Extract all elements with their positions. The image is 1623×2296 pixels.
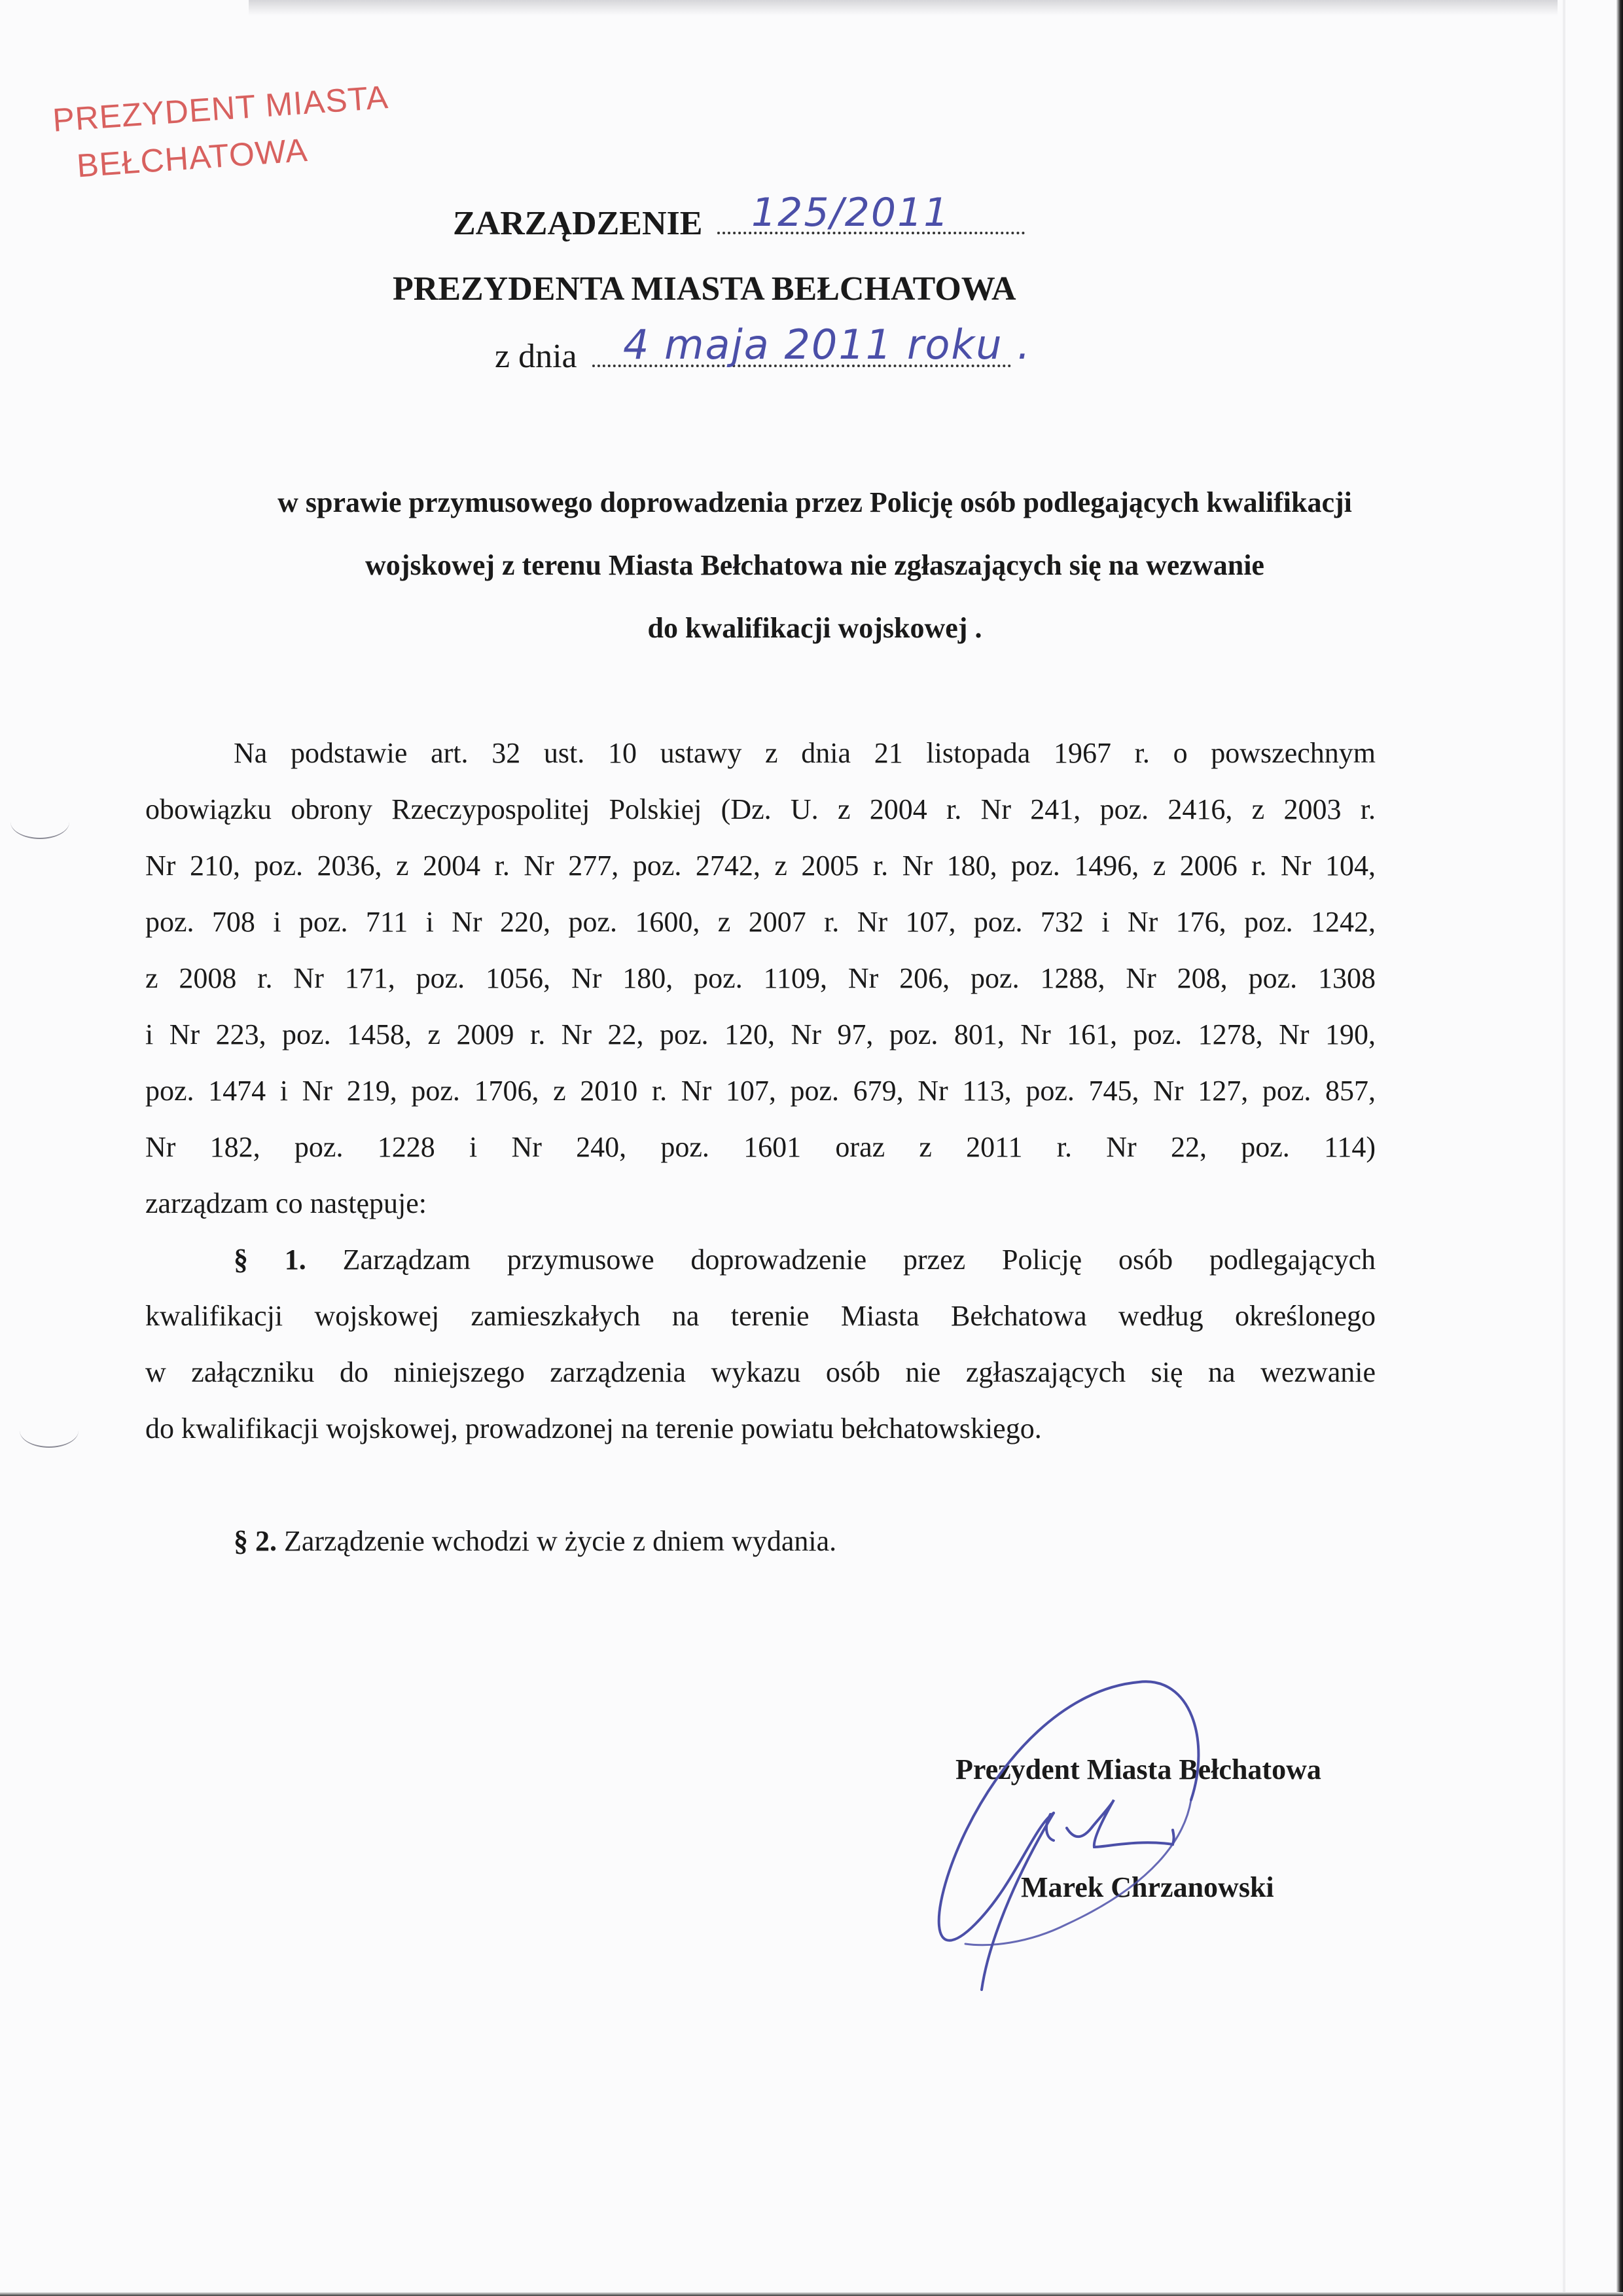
body-line: poz. 1474 i Nr 219, poz. 1706, z 2010 r. Nr 107, poz. 679, Nr 113, poz. 745, Nr 127, poz. 857, (145, 1075, 1376, 1107)
body-text-run: Zarządzam przymusowe doprowadzenie przez Policję osób podlegających (342, 1244, 1376, 1276)
scan-fold-line (1563, 0, 1565, 2296)
subject-line: wojskowej z terenu Miasta Bełchatowa nie zgłaszających się na wezwanie (365, 549, 1264, 581)
body-line: do kwalifikacji wojskowej, prowadzonej na terenie powiatu bełchatowskiego. (145, 1412, 1042, 1444)
subject-line: w sprawie przymusowego doprowadzenia przez Policję osób podlegających kwalifikacji (277, 486, 1352, 518)
body-line: Nr 210, poz. 2036, z 2004 r. Nr 277, poz. 2742, z 2005 r. Nr 180, poz. 1496, z 2006 r. Nr 104, (145, 850, 1376, 882)
body-line: kwalifikacji wojskowej zamieszkałych na terenie Miasta Bełchatowa według określonego (145, 1300, 1376, 1332)
issuer-title: PREZYDENTA MIASTA BEŁCHATOWA (393, 270, 1016, 308)
body-line: Na podstawie art. 32 ust. 10 ustawy z dnia 21 listopada 1967 r. o powszechnym (234, 737, 1376, 769)
signatory-name: Marek Chrzanowski (1021, 1871, 1274, 1903)
signatory-title: Prezydent Miasta Bełchatowa (955, 1753, 1321, 1785)
order-number-handwritten: 125/2011 (751, 190, 950, 236)
body-line: Nr 182, poz. 1228 i Nr 240, poz. 1601 oraz z 2011 r. Nr 22, poz. 114) (145, 1131, 1376, 1163)
title-prefix: ZARZĄDZENIE (453, 205, 703, 242)
body-line: zarządzam co następuje: (145, 1187, 427, 1219)
scan-shadow-top (249, 0, 1558, 16)
section-marker: § 1. (234, 1244, 306, 1276)
stamp-line-2: BEŁCHATOWA (75, 131, 310, 185)
scan-edge-bottom (0, 2292, 1623, 2296)
punch-hole-icon (20, 1414, 79, 1448)
paragraph-2-line (145, 1513, 1376, 1570)
scan-edge-right (1616, 0, 1623, 2296)
body-line: i Nr 223, poz. 1458, z 2009 r. Nr 22, poz. 120, Nr 97, poz. 801, Nr 161, poz. 1278, Nr 190, (145, 1018, 1376, 1050)
date-prefix: z dnia (495, 338, 577, 375)
subject-line: do kwalifikacji wojskowej . (647, 612, 982, 644)
handwritten-signature-icon (903, 1662, 1400, 2022)
body-line: w załączniku do niniejszego zarządzenia wykazu osób nie zgłaszających się na wezwanie (145, 1356, 1376, 1388)
body-line: z 2008 r. Nr 171, poz. 1056, Nr 180, poz. 1109, Nr 206, poz. 1288, Nr 208, poz. 1308 (145, 962, 1376, 994)
office-stamp (51, 73, 393, 191)
section-marker: § 2. (234, 1525, 277, 1557)
paragraph-1 (145, 1232, 1376, 1457)
punch-hole-icon (10, 805, 69, 839)
body-text-run: Zarządzenie wchodzi w życie z dniem wydania. (284, 1525, 837, 1557)
paragraph-2 (145, 1513, 1376, 1570)
date-handwritten: 4 maja 2011 roku . (623, 321, 1032, 368)
legal-basis-paragraph (145, 725, 1376, 1232)
stamp-line-1: PREZYDENT MIASTA (51, 79, 390, 139)
document-subject (118, 471, 1512, 660)
body-line: obowiązku obrony Rzeczypospolitej Polskiej (Dz. U. z 2004 r. Nr 241, poz. 2416, z 2003 r. (145, 793, 1376, 825)
body-line: poz. 708 i poz. 711 i Nr 220, poz. 1600, z 2007 r. Nr 107, poz. 732 i Nr 176, poz. 1242, (145, 906, 1376, 938)
paragraph-1-first-line (145, 1232, 1376, 1288)
